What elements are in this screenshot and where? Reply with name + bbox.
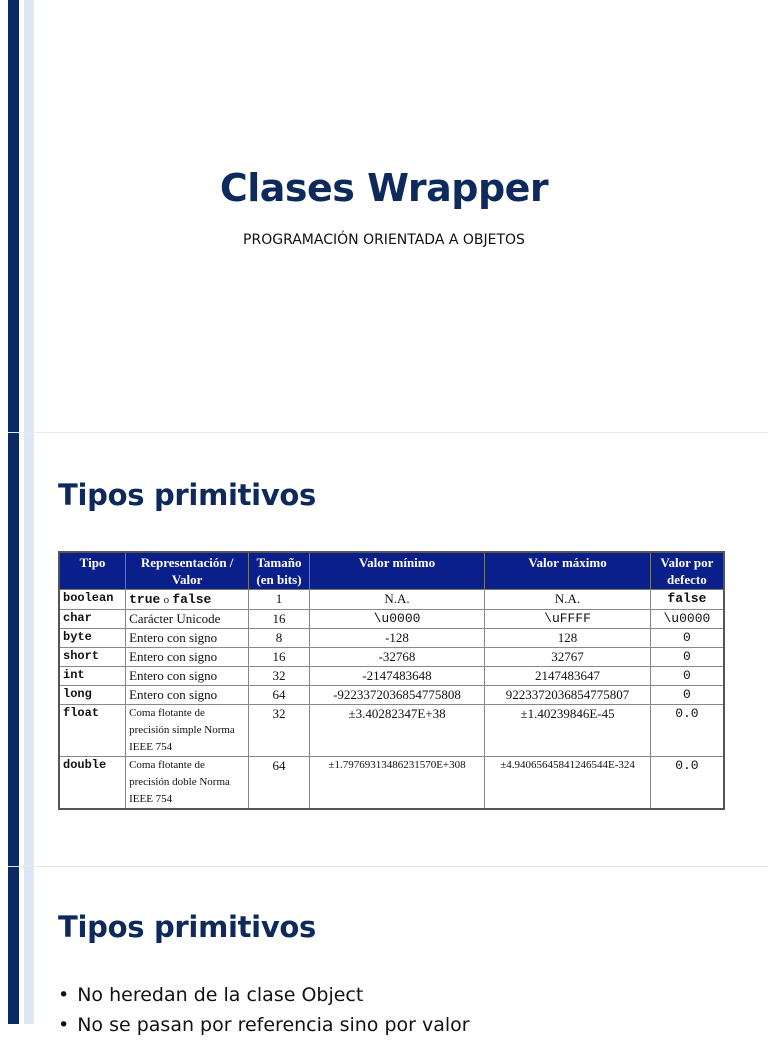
cell-valor-minimo: -32768 xyxy=(309,648,485,667)
cell-valor-maximo: 128 xyxy=(485,629,650,648)
cell-valor-defecto: 0.0 xyxy=(650,757,724,810)
cell-tipo: int xyxy=(59,667,126,686)
table-row xyxy=(59,590,724,610)
cell-tipo: char xyxy=(59,610,126,629)
section-title: Tipos primitivos xyxy=(58,478,317,512)
cell-tipo: double xyxy=(59,757,126,810)
column-header-valor-defecto: Valor por defecto xyxy=(650,552,724,590)
cell-valor-minimo: -9223372036854775808 xyxy=(309,686,485,705)
cell-valor-defecto: \u0000 xyxy=(650,610,724,629)
cell-valor-defecto: 0 xyxy=(650,629,724,648)
table-row xyxy=(59,686,724,705)
cell-valor-maximo: 32767 xyxy=(485,648,650,667)
column-header-tamano: Tamaño (en bits) xyxy=(249,552,310,590)
cell-rep-true: true xyxy=(129,592,161,607)
cell-valor-defecto: 0.0 xyxy=(650,705,724,757)
cell-tipo: boolean xyxy=(59,590,126,610)
cell-tamano: 64 xyxy=(249,757,310,810)
table-row xyxy=(59,757,724,810)
cell-valor-maximo: 9223372036854775807 xyxy=(485,686,650,705)
cell-tamano: 32 xyxy=(249,705,310,757)
slide-divider xyxy=(8,866,768,867)
cell-rep-false: false xyxy=(172,592,212,607)
cell-representacion: Coma flotante de precisión simple Norma IEEE 754 xyxy=(126,705,249,757)
cell-valor-defecto: 0 xyxy=(650,686,724,705)
column-header-tipo: Tipo xyxy=(59,552,126,590)
column-header-representacion: Representación / Valor xyxy=(126,552,249,590)
slide-subtitle: PROGRAMACIÓN ORIENTADA A OBJETOS xyxy=(243,232,525,248)
cell-tipo: byte xyxy=(59,629,126,648)
cell-tamano: 32 xyxy=(249,667,310,686)
cell-valor-defecto: false xyxy=(650,590,724,610)
cell-valor-minimo: \u0000 xyxy=(309,610,485,629)
cell-valor-minimo: -2147483648 xyxy=(309,667,485,686)
column-header-valor-minimo: Valor mínimo xyxy=(309,552,485,590)
cell-valor-minimo: ±3.40282347E+38 xyxy=(309,705,485,757)
left-accent-bar xyxy=(8,0,19,1024)
table-row xyxy=(59,705,724,757)
cell-tamano: 8 xyxy=(249,629,310,648)
cell-valor-maximo: \uFFFF xyxy=(485,610,650,629)
cell-representacion: Entero con signo xyxy=(126,667,249,686)
table-row xyxy=(59,648,724,667)
cell-rep-o: o xyxy=(163,594,170,606)
primitive-types-table xyxy=(58,551,725,810)
table-row xyxy=(59,667,724,686)
cell-tipo: short xyxy=(59,648,126,667)
cell-representacion: Carácter Unicode xyxy=(126,610,249,629)
cell-representacion: Entero con signo xyxy=(126,686,249,705)
left-accent-bar-light xyxy=(24,0,34,1024)
bullet-list xyxy=(58,982,470,1042)
cell-tamano: 1 xyxy=(249,590,310,610)
section-title: Tipos primitivos xyxy=(58,910,317,944)
cell-valor-minimo: N.A. xyxy=(309,590,485,610)
slide-divider xyxy=(8,432,768,433)
cell-representacion: Entero con signo xyxy=(126,648,249,667)
cell-tipo: long xyxy=(59,686,126,705)
cell-representacion: Coma flotante de precisión doble Norma IEEE 754 xyxy=(126,757,249,810)
cell-valor-minimo: -128 xyxy=(309,629,485,648)
cell-valor-maximo: N.A. xyxy=(485,590,650,610)
cell-valor-maximo: 2147483647 xyxy=(485,667,650,686)
table-row xyxy=(59,629,724,648)
cell-tamano: 16 xyxy=(249,610,310,629)
slide-title: Clases Wrapper xyxy=(219,166,549,210)
column-header-valor-maximo: Valor máximo xyxy=(485,552,650,590)
cell-representacion: Entero con signo xyxy=(126,629,249,648)
list-item: • No se pasan por referencia sino por valor xyxy=(58,1012,470,1042)
cell-tipo: float xyxy=(59,705,126,757)
cell-valor-maximo: ±1.40239846E-45 xyxy=(485,705,650,757)
cell-valor-defecto: 0 xyxy=(650,648,724,667)
cell-valor-maximo: ±4.94065645841246544E-324 xyxy=(485,757,650,810)
cell-valor-minimo: ±1.79769313486231570E+308 xyxy=(309,757,485,810)
cell-tamano: 16 xyxy=(249,648,310,667)
cell-valor-defecto: 0 xyxy=(650,667,724,686)
list-item: • No heredan de la clase Object xyxy=(58,982,470,1012)
table-row xyxy=(59,610,724,629)
table-header-row xyxy=(59,552,724,590)
cell-representacion xyxy=(126,590,249,610)
cell-tamano: 64 xyxy=(249,686,310,705)
